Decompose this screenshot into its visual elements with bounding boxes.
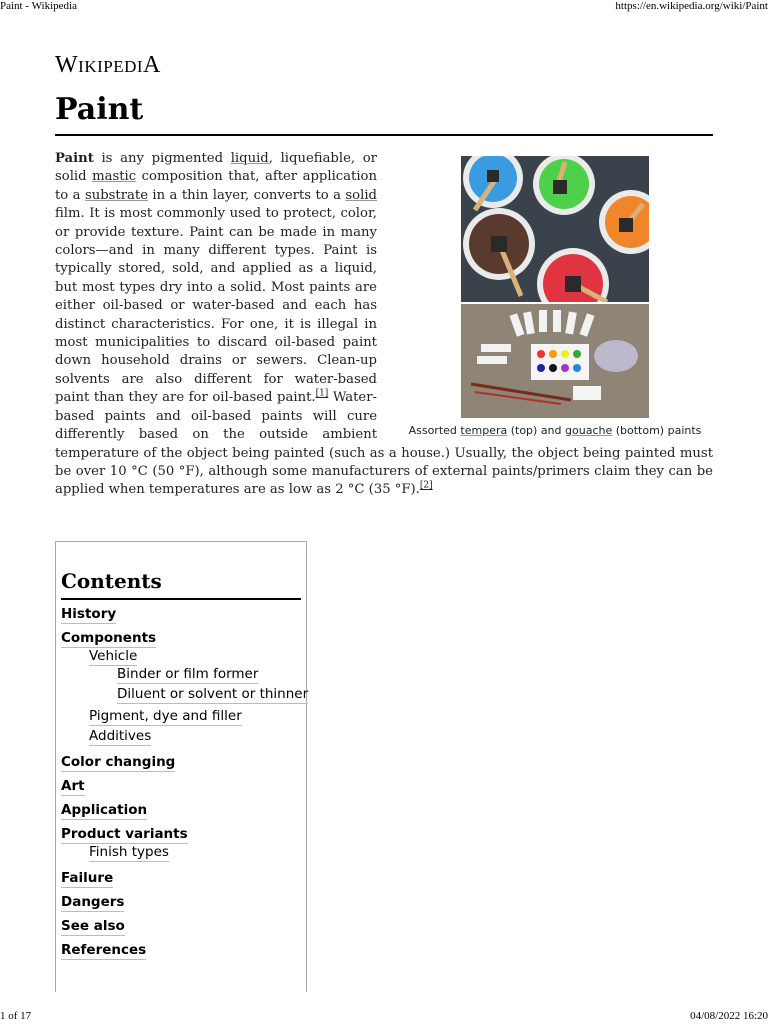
toc-divider <box>61 598 301 600</box>
toc-item-additives[interactable]: Additives <box>89 728 152 744</box>
toc-item-pigment[interactable]: Pigment, dye and filler <box>89 708 242 724</box>
figure-caption: Assorted tempera (top) and gouache (bottom) paints <box>408 424 702 437</box>
toc-item-application[interactable]: Application <box>61 802 148 818</box>
title-divider <box>55 134 713 136</box>
toc-item-product-variants[interactable]: Product variants <box>61 826 188 842</box>
toc-item-color-changing[interactable]: Color changing <box>61 754 176 770</box>
toc-item-finish-types[interactable]: Finish types <box>89 844 169 860</box>
gouache-image[interactable] <box>461 304 649 418</box>
table-of-contents <box>55 541 307 992</box>
toc-item-references[interactable]: References <box>61 942 147 958</box>
toc-item-art[interactable]: Art <box>61 778 85 794</box>
gouache-link[interactable]: gouache <box>565 424 613 437</box>
toc-item-components[interactable]: Components <box>61 630 157 646</box>
tempera-link[interactable]: tempera <box>460 424 508 437</box>
print-header <box>0 0 768 14</box>
toc-title: Contents <box>61 569 162 593</box>
toc-item-dangers[interactable]: Dangers <box>61 894 125 910</box>
toc-item-binder[interactable]: Binder or film former <box>117 666 259 682</box>
page-url[interactable]: https://en.wikipedia.org/wiki/Paint <box>615 0 768 12</box>
link-mastic[interactable]: mastic <box>92 169 137 185</box>
toc-item-diluent[interactable]: Diluent or solvent or thinner <box>117 686 309 702</box>
toc-item-failure[interactable]: Failure <box>61 870 114 886</box>
article-lead: Assorted tempera (top) and gouache (bottom) paints Paint is any pigmented liquid, liquefiable, or solid mastic composition that, after application to a substrate in a thin layer, converts to a solid film. It is most commonly used to protect, color, or provide texture. Paint can be made in many colors—and in many different types. Paint is typically stored, sold, and applied as a liquid, but most types dry into a solid. Most paints are either oil-based or water-based and each has distinct characteristics. For one, it is illegal in most municipalities to discard oil-based paint down household drains or sewers. Clean-up solvents are also different for water-based paint than they are for oil-based paint.[1] Water-based paints and oil-based paints will cure differently based on the outside ambient temperature of the object being painted (such as a house.) Usually, the object being painted must be over 10 °C (50 °F), although some manufacturers of external paints/primers claim they can be applied when temperatures are as low as 2 °C (35 °F).[2] <box>55 150 713 500</box>
page-title: Paint <box>55 92 144 127</box>
infobox-figure <box>397 156 713 438</box>
toc-item-see-also[interactable]: See also <box>61 918 125 934</box>
print-datetime: 04/08/2022 16:20 <box>690 1010 768 1022</box>
toc-item-history[interactable]: History <box>61 606 117 622</box>
tempera-image[interactable] <box>461 156 649 302</box>
lead-term: Paint <box>55 151 94 166</box>
citation-2[interactable]: [2] <box>419 480 433 491</box>
tab-title: Paint - Wikipedia <box>0 0 77 12</box>
citation-1[interactable]: [1] <box>315 388 329 399</box>
link-liquid[interactable]: liquid <box>230 151 269 166</box>
page-counter: 1 of 17 <box>0 1010 32 1022</box>
link-solid[interactable]: solid <box>345 187 377 203</box>
print-footer <box>0 1010 768 1024</box>
toc-item-vehicle[interactable]: Vehicle <box>89 648 138 664</box>
link-substrate[interactable]: substrate <box>84 187 148 203</box>
wikipedia-logo[interactable]: WIKIPEDIA <box>55 52 161 78</box>
